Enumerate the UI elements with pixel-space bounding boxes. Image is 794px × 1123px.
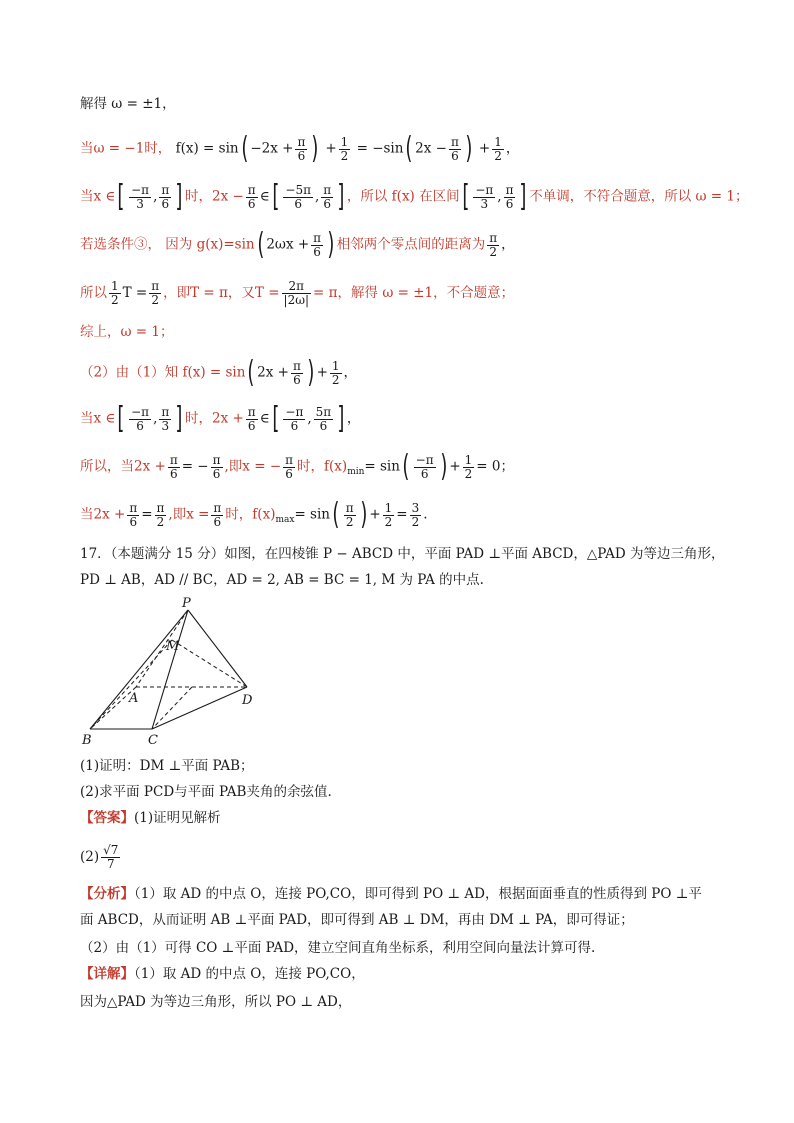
text: 若选条件③， xyxy=(80,236,161,253)
den: 2 xyxy=(489,244,498,259)
line-8: 当x ∈[ $\frac{-\pi}{6}$ , $\frac{\pi}{3}$ ] 时，2x + $\frac{\pi}{6}$ ∈[ $\frac{-\pi}{6}$ , $\frac{5\pi}{6}$ ] ， xyxy=(80,401,361,436)
text: + xyxy=(325,140,337,157)
den: 2 xyxy=(156,514,165,529)
answer-line-1 xyxy=(80,808,221,828)
fraction xyxy=(109,280,121,307)
text: = sin xyxy=(364,458,400,475)
label-B: B xyxy=(82,733,92,748)
num: −π xyxy=(415,452,434,467)
fraction xyxy=(295,136,307,163)
text: 当ω = −1时， xyxy=(80,140,172,157)
den: 6 xyxy=(161,196,170,211)
num: π xyxy=(247,182,256,197)
den: 6 xyxy=(290,418,299,433)
paren-right: ) xyxy=(307,355,315,390)
question-2 xyxy=(80,782,332,802)
text: = xyxy=(141,506,153,523)
num: −5π xyxy=(285,182,311,197)
fraction xyxy=(487,232,499,259)
num: π xyxy=(151,279,160,293)
pyramid-figure xyxy=(80,596,270,748)
fraction xyxy=(473,184,495,211)
num: π xyxy=(156,500,165,515)
label-C: C xyxy=(148,733,158,748)
text: ，所以 f(x) 在区间 xyxy=(346,188,460,205)
num: π xyxy=(285,452,294,467)
den: 2 xyxy=(151,293,160,307)
subscript: max xyxy=(275,515,295,526)
paren-left: ( xyxy=(405,131,413,166)
den: 2 xyxy=(464,466,473,481)
line-4 xyxy=(80,227,515,262)
text: ， xyxy=(505,140,520,157)
edge-MD xyxy=(172,640,247,687)
line-1 xyxy=(80,94,176,114)
paren-left: ( xyxy=(240,131,248,166)
fraction xyxy=(449,136,461,163)
fraction xyxy=(129,406,151,433)
detail-tag: 【详解】 xyxy=(80,966,134,982)
edge-PD xyxy=(188,610,247,687)
text: 当2x + xyxy=(80,506,126,523)
text: ， xyxy=(501,236,515,253)
text: 时，2x − xyxy=(184,188,244,205)
text: + xyxy=(316,364,328,381)
fraction xyxy=(321,184,333,211)
num: π xyxy=(313,230,322,245)
bracket-left: [ xyxy=(117,179,125,214)
den: 2 xyxy=(384,514,393,529)
bracket-right: ] xyxy=(337,401,345,436)
den: 6 xyxy=(293,372,301,387)
fraction xyxy=(330,360,342,387)
paren-right: ) xyxy=(465,131,473,166)
num: π xyxy=(161,182,170,197)
text: ， xyxy=(346,410,361,427)
fraction xyxy=(211,454,223,481)
analysis-line-3 xyxy=(80,938,595,958)
text: T = xyxy=(122,285,148,301)
text: 17．（本题满分 15 分）如图，在四棱锥 P − ABCD 中，平面 PAD ⊥平面 ABCD，△PAD 为等边三角形， xyxy=(80,546,725,562)
text: 时，f(x) xyxy=(225,506,276,523)
bracket-right: ] xyxy=(175,179,183,214)
den: 2 xyxy=(494,148,502,163)
fraction xyxy=(282,280,312,307)
text: 面 ABCD，从而证明 AB ⊥平面 PAD，即可得到 AB ⊥ DM，再由 DM ⊥ PA，即可得证； xyxy=(80,912,634,928)
text: ，即T = π，又T = xyxy=(163,285,280,301)
bracket-right: ] xyxy=(519,179,527,214)
text: + xyxy=(369,506,381,523)
fraction xyxy=(211,502,223,529)
num: π xyxy=(450,134,459,149)
fraction xyxy=(314,406,334,433)
paren-left: ( xyxy=(332,497,340,532)
fraction xyxy=(129,184,151,211)
den: 2 xyxy=(331,372,340,387)
label-A: A xyxy=(129,691,139,706)
num: π xyxy=(297,134,306,149)
text: ， xyxy=(343,364,358,381)
num: π xyxy=(212,452,221,467)
num: 2π xyxy=(282,280,312,294)
text: = − xyxy=(181,458,209,475)
line-6 xyxy=(80,322,174,342)
text: = xyxy=(396,506,408,523)
bracket-left: [ xyxy=(117,401,125,436)
den: 2 xyxy=(340,148,349,163)
text: 相邻两个零点间的距离为 xyxy=(336,236,486,253)
text: 当x ∈ xyxy=(80,188,116,205)
den: 2 xyxy=(345,514,354,529)
num: −π xyxy=(285,404,304,419)
line-3: 当x ∈[ $\frac{-\pi}{3}$ , $\frac{\pi}{6}$ ] 时，2x − $\frac{\pi}{6}$ ∈[ $\frac{-5\pi}{6}$ , $\frac{\pi}{6}$ ] ，所以 f(x) 在区间[ $\frac{-\pi}{3}$ , $\frac{\pi}{6}$ ] 不单调，不符合题意，所以 ω = 1； xyxy=(80,179,749,214)
text: = −sin xyxy=(356,140,404,157)
text: 2x + xyxy=(257,364,289,381)
fraction xyxy=(344,502,356,529)
num: 5π xyxy=(315,404,332,419)
text: （1）取 AD 的中点 O，连接 PO,CO， xyxy=(134,966,365,982)
bracket-right: ] xyxy=(337,179,345,214)
num: 1 xyxy=(331,358,340,373)
text: （2）由（1）知 f(x) = sin xyxy=(80,364,246,381)
fraction xyxy=(492,136,504,163)
text: 因为 g(x)=sin xyxy=(161,236,255,253)
fraction xyxy=(127,502,139,529)
fraction xyxy=(283,184,313,211)
num: 3 xyxy=(411,500,420,515)
text: + xyxy=(478,140,491,157)
den: 2 xyxy=(411,514,420,529)
text: ,即x = − xyxy=(224,458,282,475)
text: 时，f(x) xyxy=(297,458,348,475)
den: 6 xyxy=(247,418,256,433)
den: 6 xyxy=(505,196,514,211)
den: 6 xyxy=(294,196,303,211)
text: 所以 xyxy=(80,285,107,301)
text: 解得 ω = ±1， xyxy=(80,96,176,112)
text: 当x ∈ xyxy=(80,410,116,427)
line-9 xyxy=(80,449,514,484)
line-10 xyxy=(80,497,428,532)
problem-17-line-1 xyxy=(80,544,724,564)
den: 6 xyxy=(451,148,459,163)
fraction xyxy=(246,406,258,433)
fraction xyxy=(246,184,258,211)
den: 6 xyxy=(136,418,144,433)
subscript: min xyxy=(347,467,365,478)
answer-tag: 【答案】 xyxy=(80,810,134,826)
line-7 xyxy=(80,355,358,390)
num: 1 xyxy=(111,279,119,293)
den: 6 xyxy=(247,196,256,211)
fraction xyxy=(414,454,436,481)
den: 3 xyxy=(161,418,170,433)
analysis-line-2 xyxy=(80,910,634,930)
answer-line-2 xyxy=(80,844,122,871)
fraction xyxy=(504,184,516,211)
bracket-left: [ xyxy=(272,179,280,214)
line-2 xyxy=(80,131,520,166)
edge-PC xyxy=(152,610,188,729)
text: (1)证明：DM ⊥平面 PAB； xyxy=(80,758,254,774)
label-P: P xyxy=(182,596,191,611)
text: PD ⊥ AB，AD // BC，AD = 2, AB = BC = 1, M 为 PA 的中点. xyxy=(80,572,484,588)
detail-line-1 xyxy=(80,964,365,984)
text: 所以，当2x + xyxy=(80,458,166,475)
den: 7 xyxy=(106,857,115,871)
num: 1 xyxy=(464,452,473,467)
paren-left: ( xyxy=(247,355,255,390)
paren-right: ) xyxy=(359,497,367,532)
text: = 0； xyxy=(476,458,514,475)
text: (1)证明见解析 xyxy=(134,810,221,826)
num: π xyxy=(161,404,170,419)
den: 6 xyxy=(212,466,221,481)
den: 3 xyxy=(136,196,144,211)
text: 因为△PAD 为等边三角形，所以 PO ⊥ AD， xyxy=(80,994,352,1010)
text: ,即x = xyxy=(168,506,210,523)
label-D: D xyxy=(242,693,253,708)
den: 6 xyxy=(319,418,328,433)
fraction xyxy=(168,454,180,481)
den: 3 xyxy=(480,196,489,211)
text: . xyxy=(423,506,428,523)
text: 2ωx + xyxy=(266,236,310,253)
num: −π xyxy=(475,182,494,197)
den: 6 xyxy=(313,244,321,259)
fraction xyxy=(283,406,305,433)
text: (2)求平面 PCD与平面 PAB夹角的余弦值. xyxy=(80,784,332,800)
fraction xyxy=(311,232,323,259)
den: 6 xyxy=(129,514,138,529)
edge-PB xyxy=(90,610,188,729)
label-M: M xyxy=(166,639,180,654)
fraction xyxy=(339,136,351,163)
text: （1）取 AD 的中点 O，连接 PO,CO，即可得到 PO ⊥ AD，根据面面垂直的性质得到 PO ⊥平 xyxy=(134,886,702,902)
fraction xyxy=(159,184,171,211)
edge-CD xyxy=(152,687,247,729)
text: = sin xyxy=(294,506,330,523)
den: 6 xyxy=(297,148,306,163)
num: π xyxy=(247,404,256,419)
paren-right: ) xyxy=(311,131,319,166)
analysis-line-1 xyxy=(80,884,702,904)
text: 时，2x + xyxy=(184,410,244,427)
analysis-tag: 【分析】 xyxy=(80,886,134,902)
fraction xyxy=(463,454,475,481)
num: 1 xyxy=(494,134,502,149)
question-1 xyxy=(80,756,254,776)
num: √7 xyxy=(103,843,119,857)
text: + xyxy=(449,458,461,475)
fraction xyxy=(155,502,167,529)
num: π xyxy=(169,452,178,467)
den: 6 xyxy=(285,466,293,481)
fraction xyxy=(383,502,395,529)
text: −2x + xyxy=(250,140,294,157)
den: 2 xyxy=(111,293,119,307)
text: （2）由（1）可得 CO ⊥平面 PAD，建立空间直角坐标系，利用空间向量法计算可得. xyxy=(80,940,596,956)
num: π xyxy=(323,182,332,197)
den: 6 xyxy=(420,466,429,481)
fraction xyxy=(283,454,295,481)
num: π xyxy=(129,500,138,515)
text: 综上，ω = 1； xyxy=(80,324,174,340)
paren-right: ) xyxy=(327,227,335,262)
fraction xyxy=(291,360,303,387)
den: 6 xyxy=(323,196,332,211)
paren-right: ) xyxy=(439,449,447,484)
num: π xyxy=(505,182,514,197)
problem-17-line-2 xyxy=(80,570,484,590)
text: = π，解得 ω = ±1，不合题意； xyxy=(313,285,515,301)
num: π xyxy=(213,500,222,515)
line-5 xyxy=(80,280,514,307)
edge-PA xyxy=(136,610,188,687)
text: 2x − xyxy=(415,140,447,157)
num: 1 xyxy=(384,500,393,515)
num: π xyxy=(292,358,301,373)
text: f(x) = sin xyxy=(175,140,239,157)
edge-MB xyxy=(90,640,172,729)
num: π xyxy=(345,500,354,515)
paren-left: ( xyxy=(402,449,410,484)
den: 6 xyxy=(213,514,222,529)
fraction xyxy=(101,844,120,871)
num: −π xyxy=(131,182,150,197)
detail-line-2 xyxy=(80,992,351,1012)
bracket-left: [ xyxy=(272,401,280,436)
bracket-right: ] xyxy=(175,401,183,436)
fraction xyxy=(149,280,161,307)
num: π xyxy=(489,230,498,245)
paren-left: ( xyxy=(256,227,264,262)
text: (2) xyxy=(80,849,100,865)
text: ∈ xyxy=(259,410,270,427)
fraction xyxy=(410,502,422,529)
text: 不单调，不符合题意，所以 ω = 1； xyxy=(529,188,749,205)
den: 6 xyxy=(169,466,178,481)
num: −π xyxy=(131,404,150,419)
text: ∈ xyxy=(259,188,270,205)
fraction xyxy=(159,406,171,433)
den: |2ω| xyxy=(283,293,310,307)
num: 1 xyxy=(340,134,349,149)
bracket-left: [ xyxy=(461,179,469,214)
